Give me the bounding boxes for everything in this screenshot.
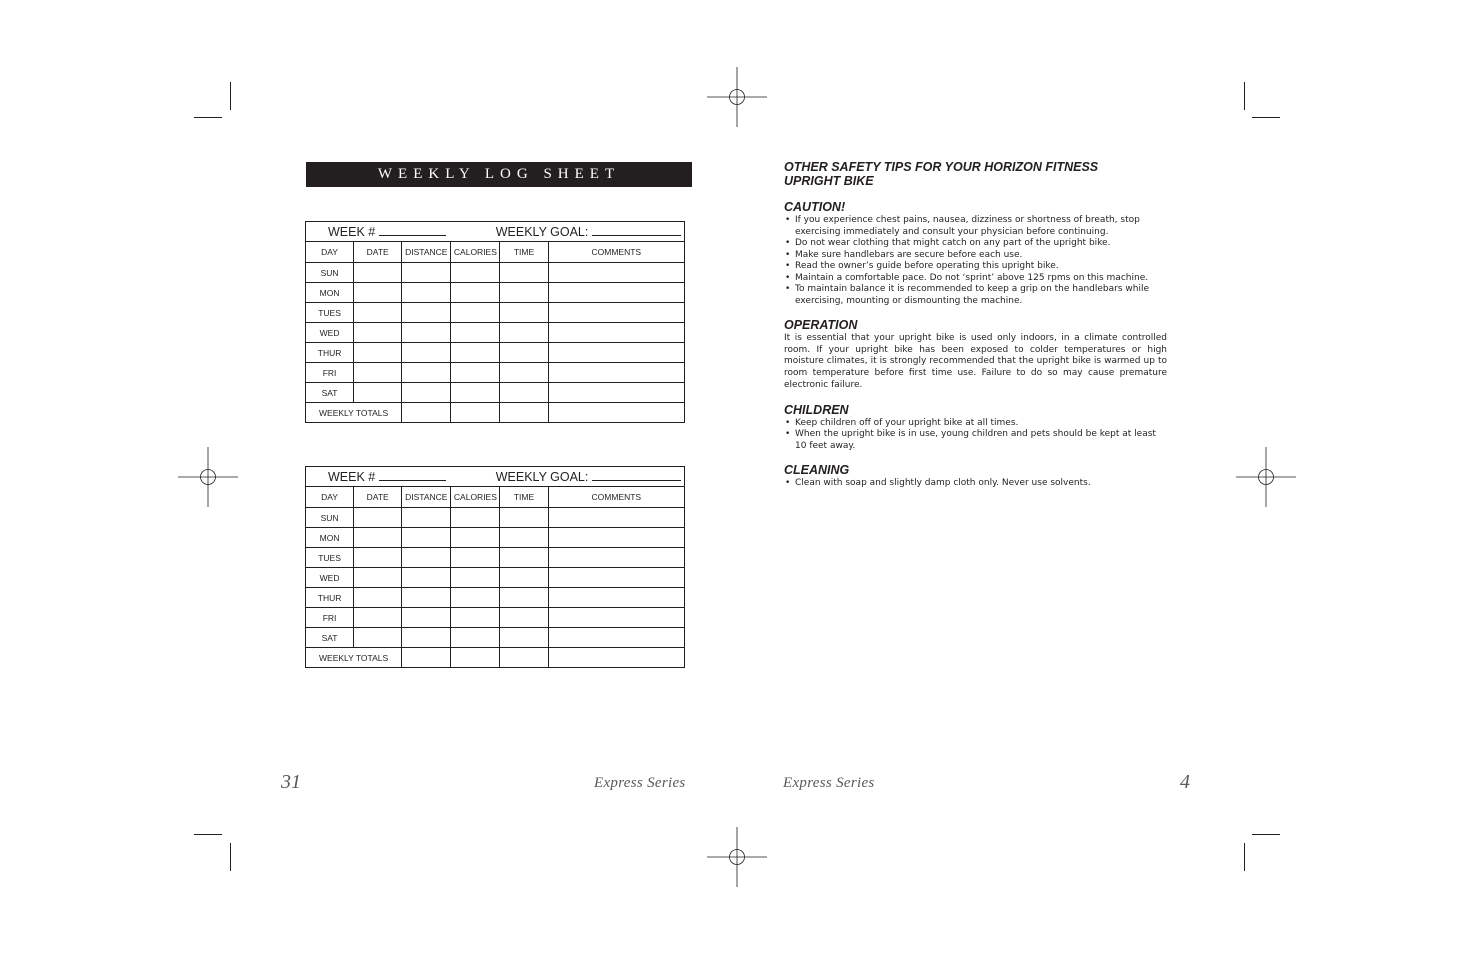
caution-heading: CAUTION! [784,200,846,214]
log-entry-cell[interactable] [402,528,451,548]
cleaning-heading: CLEANING [784,463,850,478]
page-number: 31 [281,771,301,793]
table-row [306,383,685,403]
safety-tips-section [784,160,1167,490]
log-entry-cell[interactable] [451,568,500,588]
log-entry-cell[interactable] [354,568,402,588]
day-label: FRI [306,363,354,383]
log-entry-cell[interactable] [451,363,500,383]
totals-row [306,403,685,423]
registration-mark-icon [707,67,767,127]
series-name: Express Series [594,775,686,791]
day-label: SAT [306,628,354,648]
column-header: CALORIES [451,487,500,508]
series-name: Express Series [783,775,875,791]
total-entry-cell[interactable] [402,648,451,668]
log-entry-cell[interactable] [548,383,684,403]
log-entry-cell[interactable] [548,528,684,548]
log-entry-cell[interactable] [548,568,684,588]
log-entry-cell[interactable] [548,628,684,648]
day-label: TUES [306,303,354,323]
table-row [306,283,685,303]
log-entry-cell[interactable] [451,303,500,323]
weekly-goal-label: WEEKLY GOAL: [495,224,589,239]
log-entry-cell[interactable] [402,363,451,383]
log-entry-cell[interactable] [402,548,451,568]
column-header: CALORIES [451,242,500,263]
crop-mark [194,834,222,835]
table-row [306,508,685,528]
day-label: WED [306,323,354,343]
list-item: • When the upright bike is in use, young children and pets should be kept at least 10 feet away. [784,429,1167,452]
log-entry-cell[interactable] [451,588,500,608]
table-row [306,303,685,323]
section-heading: OTHER SAFETY TIPS FOR YOUR HORIZON FITNESS [784,160,1099,174]
crop-mark [1244,82,1245,110]
log-entry-cell[interactable] [500,343,548,363]
log-entry-cell[interactable] [548,588,684,608]
log-entry-cell[interactable] [354,588,402,608]
column-header: COMMENTS [548,487,684,508]
column-header: TIME [500,242,548,263]
list-item: • Do not wear clothing that might catch on any part of the upright bike. [784,238,1167,250]
day-label: THUR [306,343,354,363]
total-entry-cell[interactable] [548,648,684,668]
log-entry-cell[interactable] [402,608,451,628]
list-item: • If you experience chest pains, nausea, dizziness or shortness of breath, stop exercising immediately and consult your physician before continuing. [784,215,1167,238]
list-item: • Maintain a comfortable pace. Do not ‘sprint’ above 125 rpms on this machine. [784,273,1167,285]
log-entry-cell[interactable] [500,608,548,628]
log-entry-cell[interactable] [548,608,684,628]
log-entry-cell[interactable] [548,303,684,323]
operation-heading: OPERATION [784,318,858,332]
log-entry-cell[interactable] [402,323,451,343]
log-entry-cell[interactable] [451,608,500,628]
log-entry-cell[interactable] [548,548,684,568]
log-entry-cell[interactable] [451,323,500,343]
log-entry-cell[interactable] [500,548,548,568]
log-entry-cell[interactable] [451,263,500,283]
log-entry-cell[interactable] [500,508,548,528]
table-row [306,588,685,608]
log-entry-cell[interactable] [500,323,548,343]
registration-mark-icon [707,827,767,887]
column-header: DISTANCE [402,242,451,263]
weekly-goal-field[interactable] [592,226,681,236]
log-entry-cell[interactable] [402,508,451,528]
log-entry-cell[interactable] [354,363,402,383]
children-list [784,418,1167,453]
registration-mark-icon [178,447,238,507]
log-entry-cell[interactable] [402,343,451,363]
day-label: FRI [306,608,354,628]
log-entry-cell[interactable] [500,588,548,608]
column-header: DATE [354,242,402,263]
log-entry-cell[interactable] [548,363,684,383]
log-entry-cell[interactable] [500,628,548,648]
day-label: TUES [306,548,354,568]
crop-mark [194,117,222,118]
list-item: • Clean with soap and slightly damp cloth only. Never use solvents. [784,478,1167,490]
total-entry-cell[interactable] [548,403,684,423]
log-entry-cell[interactable] [451,383,500,403]
log-entry-cell[interactable] [354,263,402,283]
log-entry-cell[interactable] [548,323,684,343]
log-entry-cell[interactable] [451,343,500,363]
column-header-row [306,487,685,508]
log-entry-cell[interactable] [354,508,402,528]
log-entry-cell[interactable] [500,528,548,548]
total-entry-cell[interactable] [500,403,548,423]
column-header-row [306,242,685,263]
week-number-field[interactable] [379,226,446,236]
crop-mark [1252,834,1280,835]
log-entry-cell[interactable] [451,628,500,648]
day-label: THUR [306,588,354,608]
day-label: SUN [306,508,354,528]
log-entry-cell[interactable] [451,283,500,303]
children-heading: CHILDREN [784,402,849,417]
log-entry-cell[interactable] [548,283,684,303]
log-entry-cell[interactable] [500,263,548,283]
crop-mark [230,82,231,110]
week-number-label: WEEK # [328,469,376,484]
log-entry-cell[interactable] [451,548,500,568]
log-entry-cell[interactable] [354,343,402,363]
weekly-log-table [305,221,685,423]
week-header-row [306,222,685,242]
crop-mark [1244,843,1245,871]
log-entry-cell[interactable] [354,628,402,648]
crop-mark [230,843,231,871]
log-entry-cell[interactable] [548,263,684,283]
total-entry-cell[interactable] [500,648,548,668]
list-item: • Read the owner’s guide before operating this upright bike. [784,261,1167,273]
list-item: • Keep children off of your upright bike at all times. [784,418,1167,430]
total-entry-cell[interactable] [451,648,500,668]
table-row [306,628,685,648]
log-entry-cell[interactable] [402,383,451,403]
weekly-totals-label: WEEKLY TOTALS [306,648,402,668]
log-entry-cell[interactable] [354,323,402,343]
total-entry-cell[interactable] [451,403,500,423]
section-heading: UPRIGHT BIKE [784,174,874,188]
registration-mark-icon [1236,447,1296,507]
log-entry-cell[interactable] [402,263,451,283]
page-title: WEEKLY LOG SHEET [306,162,692,187]
list-item: • To maintain balance it is recommended to keep a grip on the handlebars while exercising, mounting or dismounting the machine. [784,284,1167,307]
week-number-label: WEEK # [328,224,376,239]
log-entry-cell[interactable] [402,283,451,303]
column-header: DATE [354,487,402,508]
list-item: • Make sure handlebars are secure before each use. [784,250,1167,262]
week-header-row [306,467,685,487]
log-entry-cell[interactable] [548,343,684,363]
log-entry-cell[interactable] [500,303,548,323]
table-row [306,608,685,628]
table-row [306,528,685,548]
column-header: DAY [306,242,354,263]
day-label: WED [306,568,354,588]
table-row [306,548,685,568]
log-entry-cell[interactable] [402,588,451,608]
operation-text: It is essential that your upright bike is used only indoors, in a climate controlled room. If your upright bike has been exposed to colder temperatures or high moisture climates, it is strongly recommended that the upright bike is warmed up to room temperature before first time use. Failure to do so may cause premature electronic failure. [784,333,1167,390]
column-header: COMMENTS [548,242,684,263]
day-label: SAT [306,383,354,403]
crop-mark [1252,117,1280,118]
log-entry-cell[interactable] [354,548,402,568]
totals-row [306,648,685,668]
log-entry-cell[interactable] [354,383,402,403]
weekly-log-table [305,466,685,668]
log-entry-cell[interactable] [451,528,500,548]
day-label: MON [306,283,354,303]
log-entry-cell[interactable] [402,303,451,323]
log-entry-cell[interactable] [500,283,548,303]
weekly-goal-field[interactable] [592,471,681,481]
log-entry-cell[interactable] [500,383,548,403]
table-row [306,568,685,588]
table-row [306,263,685,283]
log-entry-cell[interactable] [451,508,500,528]
log-entry-cell[interactable] [354,283,402,303]
table-row [306,363,685,383]
page-number: 4 [1180,771,1190,793]
total-entry-cell[interactable] [402,403,451,423]
weekly-goal-label: WEEKLY GOAL: [495,469,589,484]
table-row [306,323,685,343]
cleaning-list [784,478,1167,490]
log-entry-cell[interactable] [402,628,451,648]
day-label: MON [306,528,354,548]
log-entry-cell[interactable] [354,608,402,628]
log-entry-cell[interactable] [354,303,402,323]
week-number-field[interactable] [379,471,446,481]
day-label: SUN [306,263,354,283]
caution-list [784,215,1167,307]
column-header: DAY [306,487,354,508]
table-row [306,343,685,363]
log-entry-cell[interactable] [500,568,548,588]
log-entry-cell[interactable] [548,508,684,528]
log-entry-cell[interactable] [500,363,548,383]
log-entry-cell[interactable] [402,568,451,588]
column-header: TIME [500,487,548,508]
column-header: DISTANCE [402,487,451,508]
log-entry-cell[interactable] [354,528,402,548]
weekly-totals-label: WEEKLY TOTALS [306,403,402,423]
